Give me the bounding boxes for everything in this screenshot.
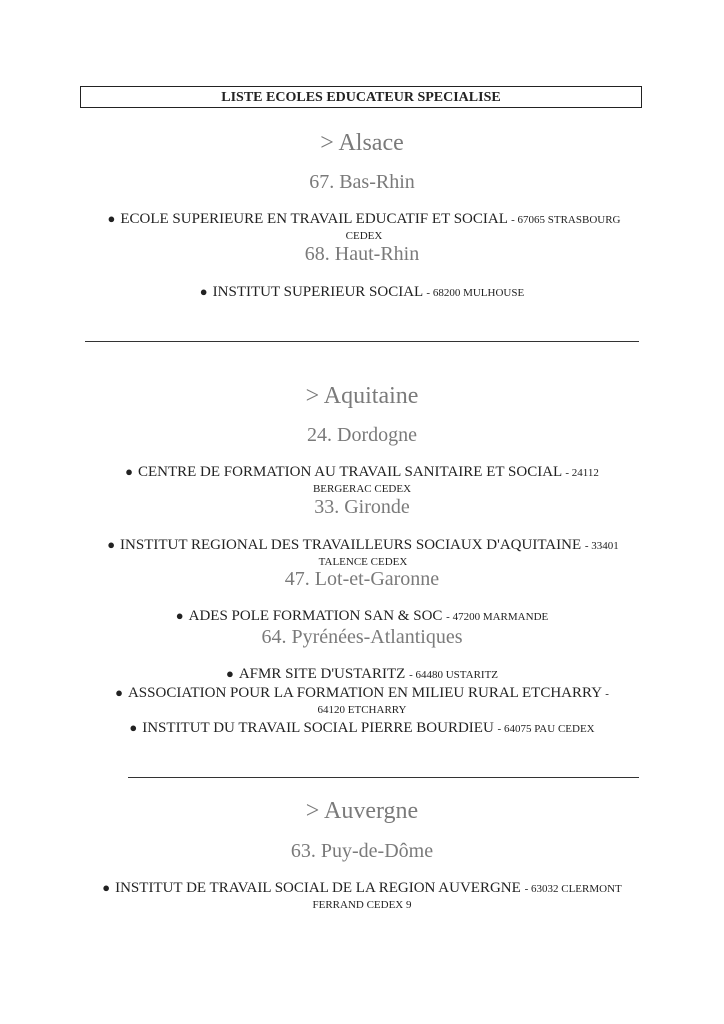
- school-name: INSTITUT SUPERIEUR SOCIAL: [212, 284, 423, 300]
- dept-68: 68. Haut-Rhin: [304, 243, 420, 265]
- bullet-icon: ●: [175, 608, 184, 623]
- school-item: [100, 464, 624, 495]
- school-city-cont: BERGERAC CEDEX: [312, 483, 412, 495]
- dept-24: 24. Dordogne: [307, 424, 417, 446]
- bullet-icon: ●: [225, 666, 234, 681]
- school-city: - 24112: [565, 467, 599, 479]
- school-city: - 33401: [584, 540, 619, 552]
- section-divider: [128, 777, 639, 778]
- school-name: AFMR SITE D'USTARITZ: [238, 666, 406, 682]
- school-name: INSTITUT DE TRAVAIL SOCIAL DE LA REGION AUVERGNE: [115, 880, 521, 896]
- school-city: - 47200 MARMANDE: [446, 611, 549, 623]
- school-item: [0, 608, 724, 625]
- school-city-cont: 64120 ETCHARRY: [317, 704, 407, 716]
- school-name: ADES POLE FORMATION SAN & SOC: [188, 608, 443, 624]
- school-name: CENTRE DE FORMATION AU TRAVAIL SANITAIRE ET SOCIAL: [137, 464, 562, 480]
- region-alsace: > Alsace: [320, 130, 404, 156]
- school-city: - 68200 MULHOUSE: [426, 287, 525, 299]
- bullet-icon: ●: [129, 720, 138, 735]
- school-item: [84, 211, 644, 242]
- school-city-cont: FERRAND CEDEX 9: [312, 899, 412, 911]
- dept-67: 67. Bas-Rhin: [309, 171, 415, 193]
- dept-64: 64. Pyrénées-Atlantiques: [261, 626, 463, 648]
- dept-63: 63. Puy-de-Dôme: [290, 840, 434, 862]
- school-city: - 63032 CLERMONT: [524, 883, 622, 895]
- school-item: [0, 284, 724, 301]
- school-item: [0, 720, 724, 737]
- school-city: - 64075 PAU CEDEX: [497, 723, 595, 735]
- dept-47: 47. Lot-et-Garonne: [284, 568, 440, 590]
- school-name: INSTITUT DU TRAVAIL SOCIAL PIERRE BOURDIEU: [142, 720, 494, 736]
- bullet-icon: ●: [107, 211, 116, 226]
- region-aquitaine: > Aquitaine: [305, 383, 419, 409]
- bullet-icon: ●: [102, 880, 111, 895]
- school-city: - 67065 STRASBOURG: [511, 214, 621, 226]
- bullet-icon: ●: [115, 685, 123, 700]
- document-title: LISTE ECOLES EDUCATEUR SPECIALISE: [80, 86, 642, 108]
- bullet-icon: ●: [199, 284, 208, 299]
- bullet-icon: ●: [125, 464, 133, 479]
- school-city: - 64480 USTARITZ: [409, 669, 499, 681]
- school-name: ASSOCIATION POUR LA FORMATION EN MILIEU RURAL ETCHARRY: [127, 685, 602, 701]
- region-auvergne: > Auvergne: [305, 798, 419, 824]
- school-item: [82, 537, 644, 568]
- school-name: ECOLE SUPERIEURE EN TRAVAIL EDUCATIF ET SOCIAL: [120, 211, 508, 227]
- section-divider: [85, 341, 639, 342]
- bullet-icon: ●: [107, 537, 116, 552]
- school-city: -: [605, 688, 609, 700]
- school-item: [80, 880, 644, 911]
- school-city-cont: CEDEX: [345, 230, 383, 242]
- dept-33: 33. Gironde: [314, 496, 410, 518]
- school-item: [96, 685, 628, 716]
- school-city-cont: TALENCE CEDEX: [318, 556, 408, 568]
- school-name: INSTITUT REGIONAL DES TRAVAILLEURS SOCIAUX D'AQUITAINE: [120, 537, 582, 553]
- school-item: [0, 666, 724, 683]
